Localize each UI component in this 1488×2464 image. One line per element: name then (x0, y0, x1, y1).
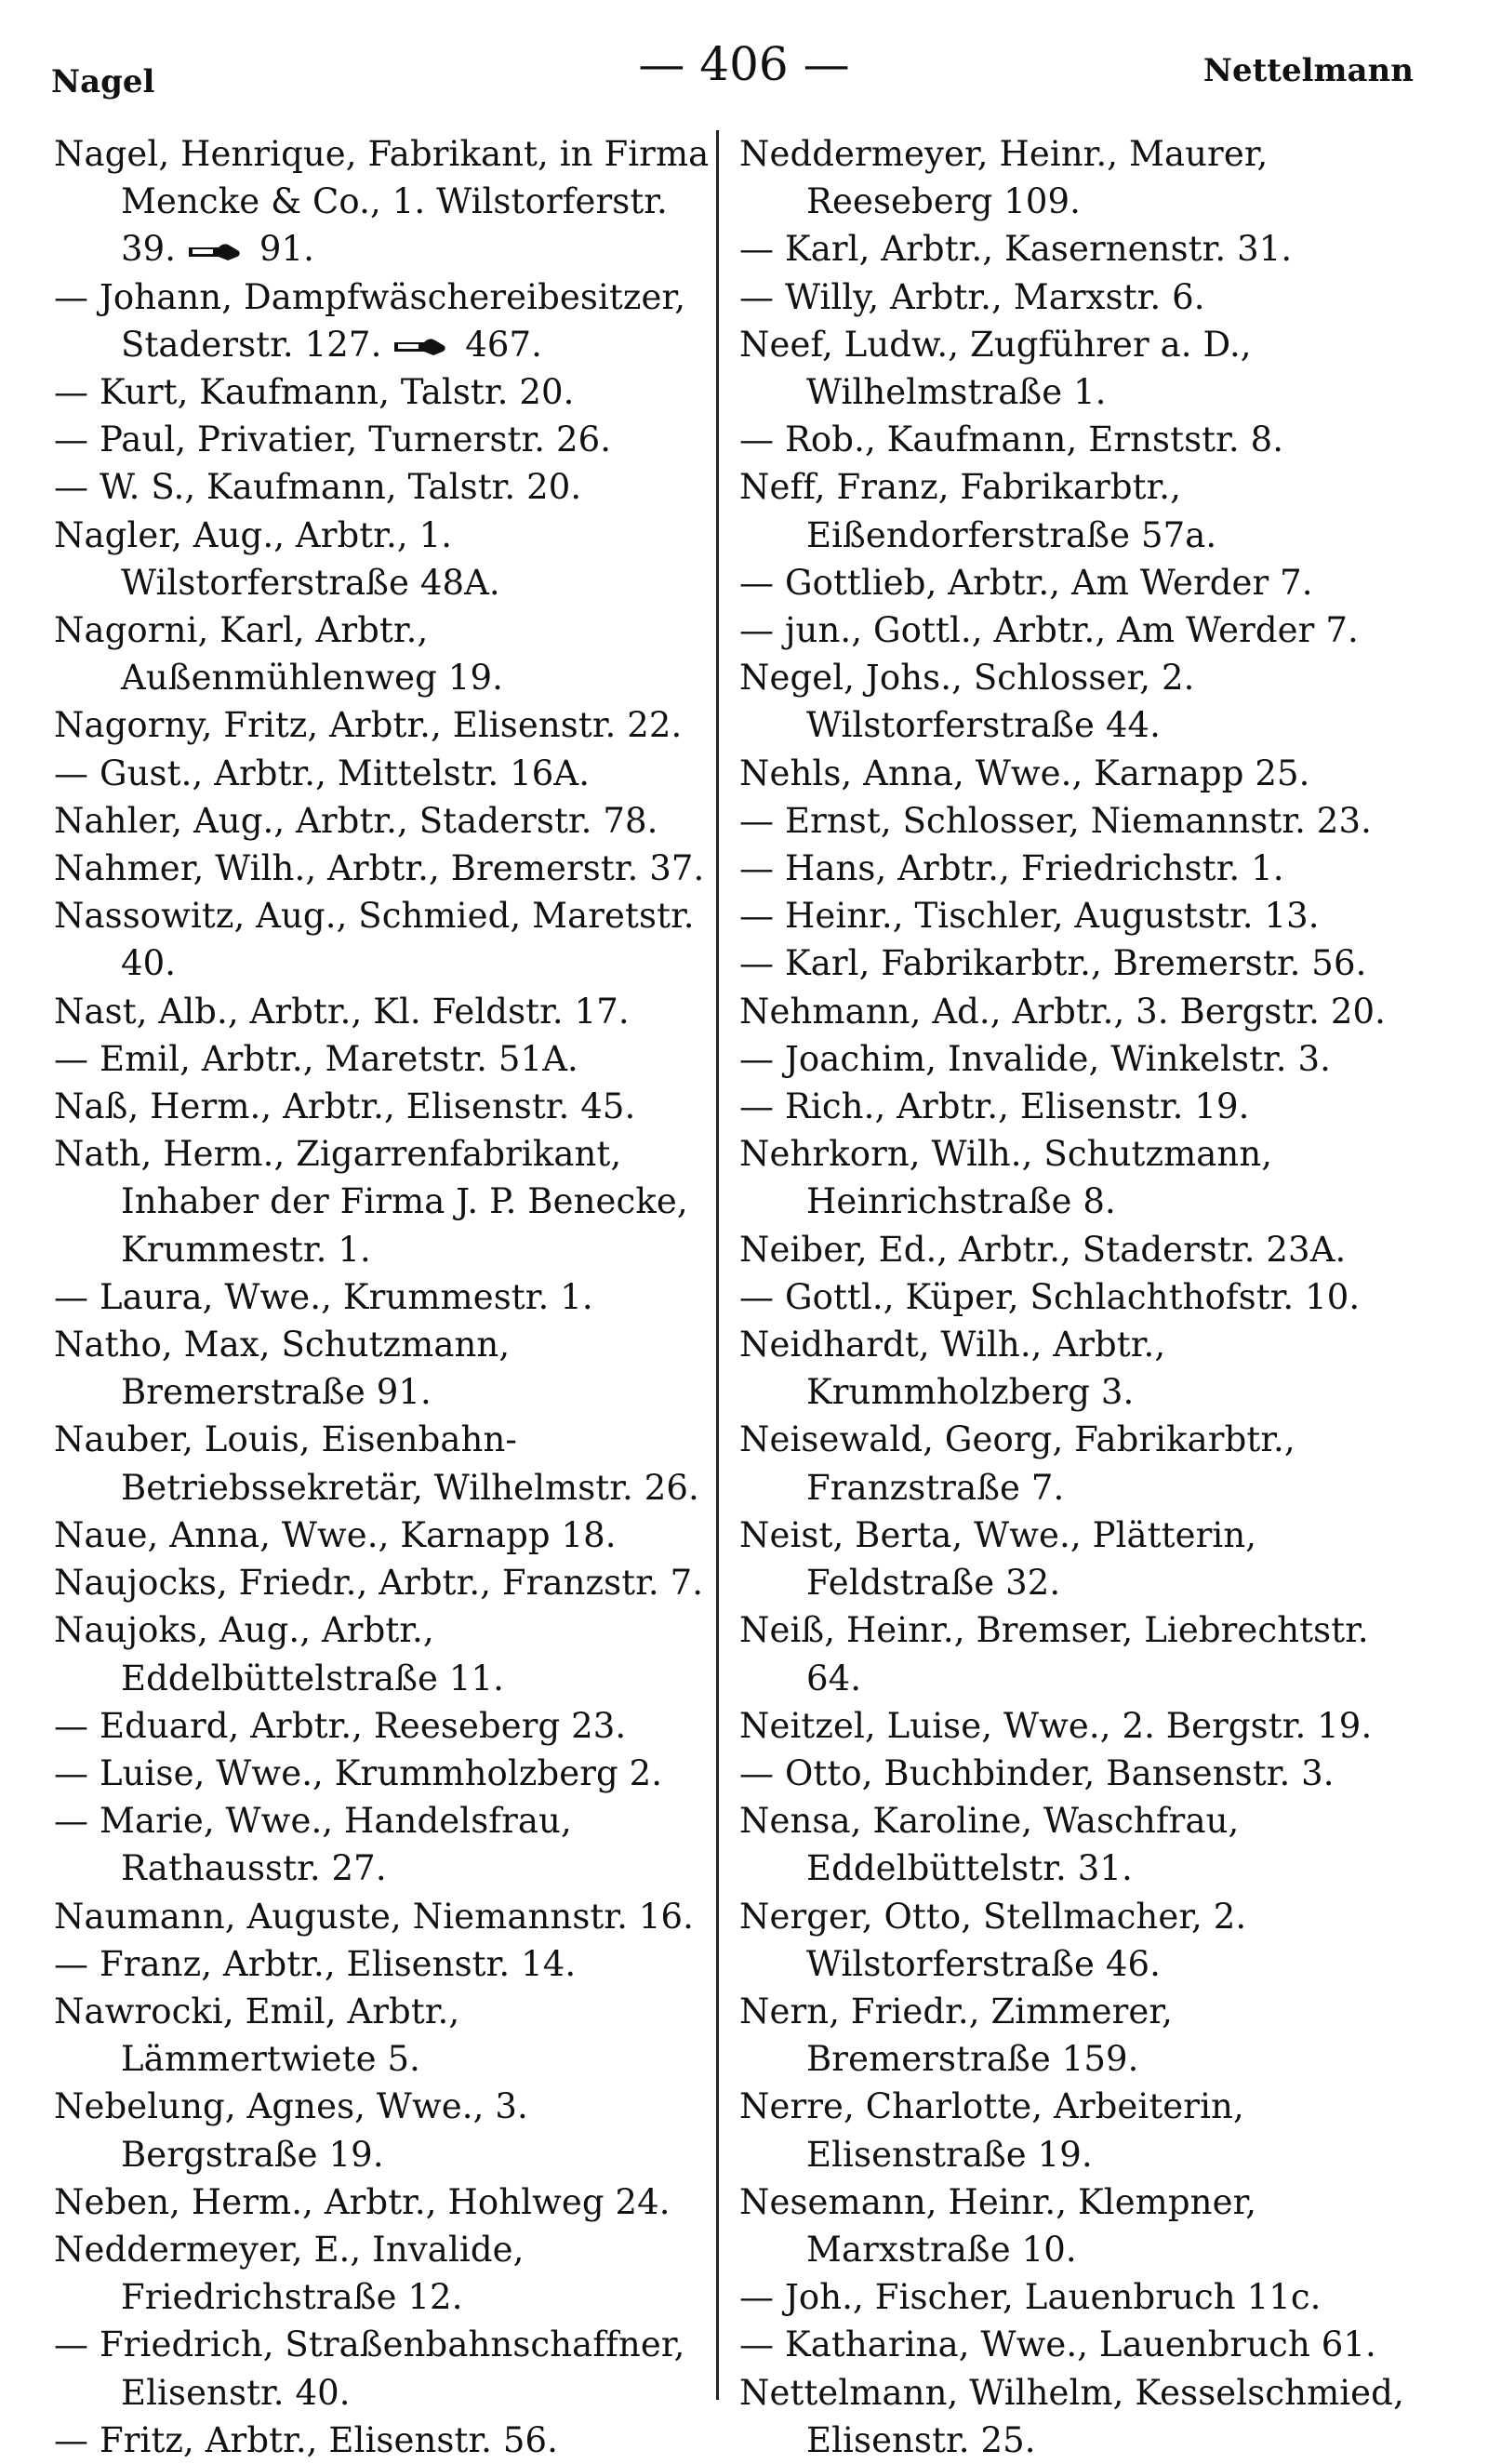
directory-entry (54, 273, 714, 368)
directory-entry: Nahler, Aug., Arbtr., Staderstr. 78. (54, 800, 658, 841)
entry-text: — Johann, Dampfwäschereibesitzer, Staderstr. 127. (54, 276, 686, 365)
directory-entry: — Paul, Privatier, Turnerstr. 26. (54, 420, 612, 460)
directory-entry: — Kurt, Kaufmann, Talstr. 20. (54, 372, 575, 413)
directory-entry: Neben, Herm., Arbtr., Hohlweg 24. (54, 2181, 671, 2222)
directory-entry: Nehrkorn, Wilh., Schutzmann, Heinrichstraße 8. (739, 1134, 1273, 1222)
directory-entry: Neidhardt, Wilh., Arbtr., Krummholzberg 3. (739, 1325, 1166, 1413)
directory-entry: Neist, Berta, Wwe., Plätterin, Feldstraße 32. (739, 1514, 1257, 1604)
directory-entry: — Rich., Arbtr., Elisenstr. 19. (739, 1086, 1250, 1127)
directory-entry: Neff, Franz, Fabrikarbtr., Eißendorferstraße 57a. (739, 467, 1217, 555)
page-number: — 406 — (638, 37, 850, 91)
directory-entry: — Katharina, Wwe., Lauenbruch 61. (739, 2324, 1376, 2365)
directory-entry: Neiß, Heinr., Bremser, Liebrechtstr. 64. (739, 1610, 1369, 1698)
directory-entry: — Franz, Arbtr., Elisenstr. 14. (54, 1943, 577, 1984)
directory-entry: Neiber, Ed., Arbtr., Staderstr. 23A. (739, 1229, 1347, 1270)
directory-entry: Nebelung, Agnes, Wwe., 3. Bergstraße 19. (54, 2086, 528, 2175)
header-last-name: Nettelmann (1202, 52, 1414, 89)
directory-entry: Nagler, Aug., Arbtr., 1. Wilstorferstraße 48A. (54, 514, 500, 603)
directory-entry: — Emil, Arbtr., Maretstr. 51A. (54, 1038, 578, 1079)
directory-entry: Nern, Friedr., Zimmerer, Bremerstraße 159. (739, 1991, 1173, 2080)
directory-entry: — Ernst, Schlosser, Niemannstr. 23. (739, 800, 1372, 841)
directory-entry: — Joachim, Invalide, Winkelstr. 3. (739, 1038, 1331, 1079)
directory-entry: Neitzel, Luise, Wwe., 2. Bergstr. 19. (739, 1705, 1373, 1746)
directory-entry: Nettelmann, Wilhelm, Kesselschmied, Elisenstr. 25. (739, 2372, 1404, 2460)
directory-entry: — Laura, Wwe., Krummestr. 1. (54, 1276, 593, 1317)
header-first-name: Nagel (51, 63, 155, 100)
column-divider (716, 130, 719, 2400)
directory-entry: Natho, Max, Schutzmann, Bremerstraße 91. (54, 1325, 511, 1413)
right-column (739, 130, 1409, 2464)
directory-entry: — Rob., Kaufmann, Ernststr. 8. (739, 420, 1284, 460)
directory-entry: — Hans, Arbtr., Friedrichstr. 1. (739, 848, 1284, 889)
directory-entry: Nassowitz, Aug., Schmied, Maretstr. 40. (54, 896, 695, 984)
directory-entry: Nerger, Otto, Stellmacher, 2. Wilstorferstraße 46. (739, 1896, 1247, 1984)
directory-entry: — Gottlieb, Arbtr., Am Werder 7. (739, 562, 1313, 603)
directory-entry: — Karl, Arbtr., Kasernenstr. 31. (739, 229, 1293, 270)
directory-entry: — Fritz, Arbtr., Elisenstr. 56. (54, 2419, 559, 2460)
directory-entry: Naumann, Auguste, Niemannstr. 16. (54, 1896, 694, 1937)
entry-text: Nagel, Henrique, Fabrikant, in Firma Mencke & Co., 1. Wilstorferstr. 39. (54, 134, 710, 270)
directory-entry: — jun., Gottl., Arbtr., Am Werder 7. (739, 610, 1359, 651)
directory-entry: Neddermeyer, Heinr., Maurer, Reeseberg 109. (739, 134, 1269, 222)
directory-entry: Nawrocki, Emil, Arbtr., Lämmertwiete 5. (54, 1991, 460, 2080)
directory-entry: Naß, Herm., Arbtr., Elisenstr. 45. (54, 1086, 636, 1127)
directory-entry: Neef, Ludw., Zugführer a. D., Wilhelmstraße 1. (739, 324, 1252, 413)
directory-entry: — Karl, Fabrikarbtr., Bremerstr. 56. (739, 943, 1367, 984)
directory-entry: — Joh., Fischer, Lauenbruch 11c. (739, 2277, 1322, 2318)
directory-entry: — Luise, Wwe., Krummholzberg 2. (54, 1752, 663, 1793)
directory-entry: Nesemann, Heinr., Klempner, Marxstraße 10. (739, 2181, 1257, 2270)
directory-entry (54, 130, 714, 273)
directory-entry: Naujocks, Friedr., Arbtr., Franzstr. 7. (54, 1563, 704, 1604)
directory-entry: Nagorny, Fritz, Arbtr., Elisenstr. 22. (54, 705, 683, 746)
directory-entry: Nehmann, Ad., Arbtr., 3. Bergstr. 20. (739, 991, 1387, 1032)
phone-number: 91. (259, 229, 315, 270)
telephone-hand-icon (187, 229, 248, 269)
directory-entry: Neisewald, Georg, Fabrikarbtr., Franzstraße 7. (739, 1419, 1295, 1508)
directory-entry: — W. S., Kaufmann, Talstr. 20. (54, 467, 582, 508)
directory-entry: — Heinr., Tischler, Auguststr. 13. (739, 896, 1320, 937)
directory-entry: — Friedrich, Straßenbahnschaffner, Elisenstr. 40. (54, 2324, 685, 2413)
directory-entry: Naue, Anna, Wwe., Karnapp 18. (54, 1514, 617, 1555)
directory-entry: — Willy, Arbtr., Marxstr. 6. (739, 276, 1205, 317)
left-column (54, 130, 714, 2464)
directory-entry: Nehls, Anna, Wwe., Karnapp 25. (739, 753, 1310, 793)
directory-entry: Nath, Herm., Zigarrenfabrikant, Inhaber der Firma J. P. Benecke, Krummestr. 1. (54, 1134, 688, 1270)
directory-entry: — Gottl., Küper, Schlachthofstr. 10. (739, 1276, 1361, 1317)
directory-entry: Nahmer, Wilh., Arbtr., Bremerstr. 37. (54, 848, 705, 889)
directory-entry: — Marie, Wwe., Handelsfrau, Rathausstr. 27. (54, 1801, 572, 1889)
directory-entry: — Gust., Arbtr., Mittelstr. 16A. (54, 753, 591, 793)
directory-entry: Neddermeyer, E., Invalide, Friedrichstraße 12. (54, 2229, 525, 2318)
page-header (0, 0, 1488, 102)
telephone-hand-icon (392, 325, 454, 365)
directory-entry: Negel, Johs., Schlosser, 2. Wilstorferstraße 44. (739, 658, 1195, 746)
directory-entry: Nast, Alb., Arbtr., Kl. Feldstr. 17. (54, 991, 630, 1032)
directory-entry: Nerre, Charlotte, Arbeiterin, Elisenstraße 19. (739, 2086, 1244, 2175)
directory-entry: Naujoks, Aug., Arbtr., Eddelbüttelstraße 11. (54, 1610, 505, 1698)
phone-number: 467. (465, 324, 542, 365)
directory-entry: Nauber, Louis, Eisenbahn-Betriebssekretär, Wilhelmstr. 26. (54, 1419, 699, 1508)
directory-entry: — Otto, Buchbinder, Bansenstr. 3. (739, 1752, 1335, 1793)
directory-entry: — Eduard, Arbtr., Reeseberg 23. (54, 1705, 627, 1746)
directory-entry: Nagorni, Karl, Arbtr., Außenmühlenweg 19. (54, 610, 503, 699)
directory-entry: Nensa, Karoline, Waschfrau, Eddelbüttelstr. 31. (739, 1801, 1240, 1889)
